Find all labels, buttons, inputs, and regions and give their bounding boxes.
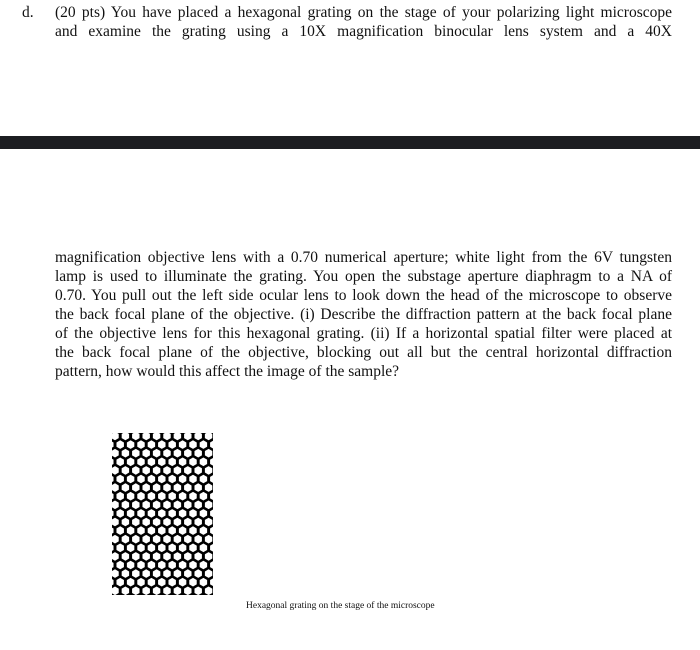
page-break-bar [0, 136, 700, 149]
question-line: 0.70. You pull out the left side ocular lens to look down the head of the microscope to observe [55, 287, 672, 304]
question-line: of the objective lens for this hexagonal grating. (ii) If a horizontal spatial filter were placed at [55, 325, 672, 342]
question-line: magnification objective lens with a 0.70 numerical aperture; white light from the 6V tungsten [55, 249, 672, 266]
question-line: lamp is used to illuminate the grating. You open the substage aperture diaphragm to a NA of [55, 268, 672, 285]
question-body [55, 248, 672, 381]
question-label: d. [22, 4, 34, 21]
hexagonal-grating-figure [112, 433, 213, 595]
question-line: (20 pts) You have placed a hexagonal grating on the stage of your polarizing light microscope [55, 4, 672, 21]
figure-caption: Hexagonal grating on the stage of the microscope [246, 601, 435, 611]
question-line: the back focal plane of the objective, blocking out all but the central horizontal diffraction [55, 344, 672, 361]
question-line: the back focal plane of the objective. (i) Describe the diffraction pattern at the back focal plane [55, 306, 672, 323]
question-intro [55, 3, 672, 41]
question-line: and examine the grating using a 10X magnification binocular lens system and a 40X [55, 23, 672, 40]
question-line: pattern, how would this affect the image of the sample? [55, 363, 400, 380]
